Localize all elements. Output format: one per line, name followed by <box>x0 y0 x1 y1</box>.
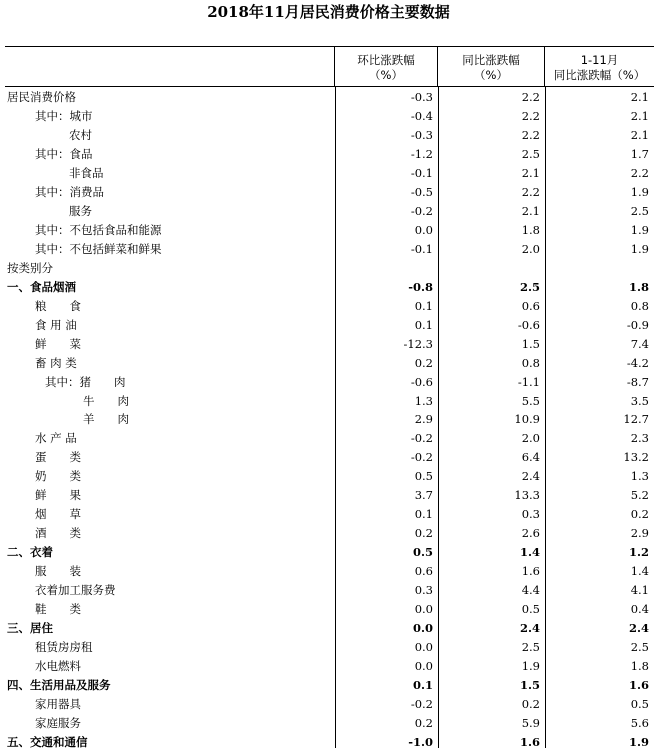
table-row <box>5 638 654 657</box>
mom-value: 0.1 <box>414 317 433 332</box>
row-label: 服务 <box>69 203 92 218</box>
mom-value: -12.3 <box>403 336 433 351</box>
row-label: 服 装 <box>35 564 81 579</box>
row-label: 鞋 类 <box>35 602 81 617</box>
mom-value: -0.1 <box>410 241 433 256</box>
mom-value: 0.2 <box>414 355 433 370</box>
table-row <box>5 354 654 373</box>
table-row <box>5 486 654 505</box>
row-label: 其中：城市 <box>35 108 93 123</box>
mom-value: -0.2 <box>410 431 433 446</box>
table-row <box>5 335 654 354</box>
row-label: 其中：不包括鲜菜和鲜果 <box>35 241 162 256</box>
table-row <box>5 392 654 411</box>
header-ytd-change <box>545 47 654 87</box>
mom-value: 0.2 <box>414 526 433 541</box>
mom-value: 1.3 <box>414 393 433 408</box>
row-label: 四、生活用品及服务 <box>7 678 111 693</box>
row-label: 酒 类 <box>35 526 81 541</box>
table-row <box>5 221 654 240</box>
yoy-value: 0.2 <box>521 697 540 711</box>
mom-value: 2.9 <box>414 412 433 427</box>
page-title: 2018年11月居民消费价格主要数据 <box>207 3 450 21</box>
yoy-value: 2.2 <box>521 127 540 142</box>
table-row <box>5 88 654 107</box>
yoy-value: 0.6 <box>521 298 540 313</box>
yoy-value: 2.4 <box>519 621 540 636</box>
mom-value: 0.5 <box>414 469 433 484</box>
ytd-value: 1.8 <box>630 659 649 674</box>
yoy-value: 10.9 <box>514 412 540 427</box>
mom-value: -0.8 <box>408 279 433 294</box>
mom-value: 0.0 <box>414 640 433 655</box>
yoy-value: 2.1 <box>521 203 540 218</box>
ytd-value: 1.7 <box>630 146 649 161</box>
mom-value: 0.5 <box>412 545 433 560</box>
ytd-value: 13.2 <box>623 450 649 465</box>
ytd-value: 2.3 <box>630 431 649 446</box>
row-label: 蛋 类 <box>35 450 81 465</box>
mom-value: -0.2 <box>410 450 433 465</box>
row-label: 鲜 菜 <box>35 336 81 351</box>
row-label: 一、食品烟酒 <box>7 279 76 294</box>
mom-value: -0.2 <box>410 203 433 218</box>
row-label: 水 产 品 <box>35 431 77 446</box>
table-row <box>5 202 654 221</box>
ytd-value: 2.5 <box>630 203 649 218</box>
yoy-value: 2.2 <box>521 108 540 123</box>
table-row <box>5 524 654 543</box>
row-label: 食 用 油 <box>35 317 77 332</box>
header-mom-line1: 环比涨跌幅 <box>357 53 415 67</box>
header-mom-change <box>335 47 438 87</box>
yoy-value: 0.8 <box>521 355 540 370</box>
ytd-value: 2.1 <box>630 90 649 104</box>
mom-value: 0.2 <box>414 715 433 730</box>
ytd-value: 2.1 <box>630 108 649 123</box>
yoy-value: 2.5 <box>521 146 540 161</box>
row-label: 其中：猪 肉 <box>45 374 126 389</box>
header-yoy-line1: 同比涨跌幅 <box>462 53 520 67</box>
table-row <box>5 733 654 752</box>
mom-value: -0.4 <box>410 108 433 123</box>
table-row <box>5 259 654 278</box>
row-label: 居民消费价格 <box>7 90 76 104</box>
mom-value: 0.3 <box>414 583 433 598</box>
yoy-value: 2.2 <box>521 90 540 104</box>
header-ytd-line2: 同比涨跌幅（%） <box>553 68 646 82</box>
table-row <box>5 562 654 581</box>
yoy-value: 1.8 <box>521 222 540 237</box>
mom-value: 0.0 <box>414 222 433 237</box>
row-label: 五、交通和通信 <box>7 734 88 749</box>
table-row <box>5 429 654 448</box>
yoy-value: 2.1 <box>521 165 540 180</box>
ytd-value: 0.5 <box>630 697 649 711</box>
mom-value: 0.6 <box>414 564 433 579</box>
header-mom-line2: （%） <box>369 68 403 82</box>
mom-value: 0.1 <box>412 678 433 693</box>
row-label: 其中：食品 <box>35 146 93 161</box>
yoy-value: 2.2 <box>521 184 540 199</box>
yoy-value: 13.3 <box>514 488 540 503</box>
row-label: 鲜 果 <box>35 488 81 503</box>
mom-value: -0.1 <box>410 165 433 180</box>
ytd-value: 2.9 <box>630 526 649 541</box>
ytd-value: 12.7 <box>623 412 649 427</box>
row-label: 非食品 <box>69 165 104 180</box>
table-row <box>5 297 654 316</box>
yoy-value: 1.6 <box>519 734 540 749</box>
table-row <box>5 714 654 733</box>
table-row <box>5 600 654 619</box>
row-label: 粮 食 <box>35 298 81 313</box>
table-row <box>5 448 654 467</box>
yoy-value: -1.1 <box>517 374 540 389</box>
yoy-value: 0.3 <box>521 507 540 522</box>
mom-value: -0.3 <box>410 90 433 104</box>
row-label: 租赁房房租 <box>35 640 93 655</box>
row-label: 水电燃料 <box>35 659 81 674</box>
row-label: 农村 <box>69 127 92 142</box>
ytd-value: 7.4 <box>630 336 649 351</box>
ytd-value: 1.2 <box>628 545 649 560</box>
table-row <box>5 183 654 202</box>
mom-value: 0.1 <box>414 298 433 313</box>
ytd-value: -0.9 <box>626 317 649 332</box>
yoy-value: 1.4 <box>519 545 540 560</box>
ytd-value: 5.2 <box>630 488 649 503</box>
ytd-value: 2.1 <box>630 127 649 142</box>
ytd-value: 1.9 <box>628 734 649 749</box>
table-row <box>5 657 654 676</box>
mom-value: 0.0 <box>414 602 433 617</box>
yoy-value: 6.4 <box>521 450 540 465</box>
yoy-value: 2.5 <box>519 279 540 294</box>
ytd-value: 5.6 <box>630 715 649 730</box>
ytd-value: 0.8 <box>630 298 649 313</box>
table-row <box>5 467 654 486</box>
table-row <box>5 619 654 638</box>
yoy-value: 1.5 <box>519 678 540 693</box>
yoy-value: -0.6 <box>517 317 540 332</box>
ytd-value: 1.6 <box>628 678 649 693</box>
table-row <box>5 505 654 524</box>
ytd-value: 1.9 <box>630 241 649 256</box>
mom-value: -1.2 <box>410 146 433 161</box>
table-row <box>5 107 654 126</box>
ytd-value: 1.9 <box>630 222 649 237</box>
yoy-value: 2.0 <box>521 431 540 446</box>
row-label: 奶 类 <box>35 469 81 484</box>
row-label: 二、衣着 <box>7 545 53 560</box>
mom-value: 3.7 <box>414 488 433 503</box>
header-label-column <box>5 47 335 87</box>
row-label: 家庭服务 <box>35 715 81 730</box>
cpi-table-body <box>5 88 654 752</box>
ytd-value: 0.4 <box>630 602 649 617</box>
mom-value: -1.0 <box>408 734 433 749</box>
row-label: 按类别分 <box>7 260 53 275</box>
row-label: 其中：不包括食品和能源 <box>35 222 162 237</box>
row-label: 三、居住 <box>7 621 53 636</box>
table-row <box>5 676 654 695</box>
ytd-value: 3.5 <box>630 393 649 408</box>
row-label: 其中：消费品 <box>35 184 104 199</box>
yoy-value: 2.4 <box>521 469 540 484</box>
ytd-value: 1.4 <box>630 564 649 579</box>
header-yoy-line2: （%） <box>474 68 508 82</box>
ytd-value: 2.4 <box>628 621 649 636</box>
table-row <box>5 695 654 714</box>
table-row <box>5 145 654 164</box>
table-row <box>5 581 654 600</box>
yoy-value: 2.5 <box>521 640 540 655</box>
ytd-value: 1.8 <box>628 279 649 294</box>
header-ytd-line1: 1-11月 <box>580 53 619 67</box>
yoy-value: 2.0 <box>521 241 540 256</box>
table-row <box>5 164 654 183</box>
row-label: 家用器具 <box>35 697 81 711</box>
yoy-value: 5.9 <box>521 715 540 730</box>
ytd-value: 4.1 <box>630 583 649 598</box>
mom-value: -0.5 <box>410 184 433 199</box>
ytd-value: 2.2 <box>630 165 649 180</box>
row-label: 牛 肉 <box>83 393 129 408</box>
yoy-value: 5.5 <box>521 393 540 408</box>
ytd-value: 0.2 <box>630 507 649 522</box>
table-row <box>5 543 654 562</box>
row-label: 畜 肉 类 <box>35 355 77 370</box>
table-row <box>5 278 654 297</box>
yoy-value: 2.6 <box>521 526 540 541</box>
table-row <box>5 410 654 429</box>
ytd-value: -4.2 <box>626 355 649 370</box>
ytd-value: 2.5 <box>630 640 649 655</box>
yoy-value: 4.4 <box>521 583 540 598</box>
row-label: 衣着加工服务费 <box>35 583 116 598</box>
mom-value: 0.0 <box>414 659 433 674</box>
ytd-value: -8.7 <box>626 374 649 389</box>
yoy-value: 1.5 <box>521 336 540 351</box>
ytd-value: 1.3 <box>630 469 649 484</box>
row-label: 烟 草 <box>35 507 81 522</box>
header-yoy-change <box>438 47 545 87</box>
row-label: 羊 肉 <box>83 412 129 427</box>
mom-value: -0.2 <box>410 697 433 711</box>
table-row <box>5 316 654 335</box>
mom-value: -0.6 <box>410 374 433 389</box>
ytd-value: 1.9 <box>630 184 649 199</box>
mom-value: 0.1 <box>414 507 433 522</box>
yoy-value: 0.5 <box>521 602 540 617</box>
table-row <box>5 240 654 259</box>
table-row <box>5 373 654 392</box>
yoy-value: 1.9 <box>521 659 540 674</box>
yoy-value: 1.6 <box>521 564 540 579</box>
mom-value: 0.0 <box>412 621 433 636</box>
mom-value: -0.3 <box>410 127 433 142</box>
table-row <box>5 126 654 145</box>
